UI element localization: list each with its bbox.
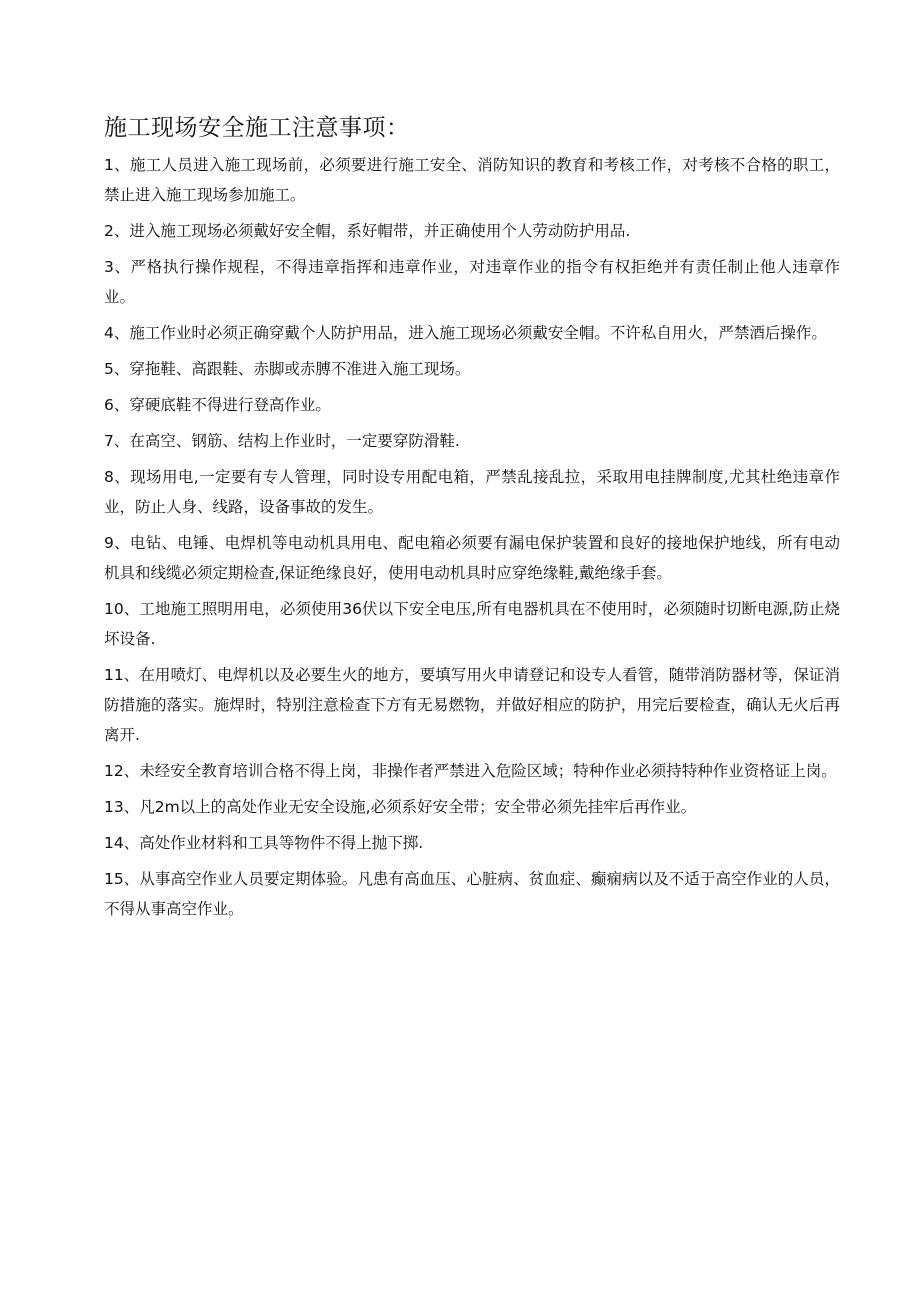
safety-item-15: 15、从事高空作业人员要定期体验。凡患有高血压、心脏病、贫血症、癫痫病以及不适于高空作业的人员，不得从事高空作业。 [104, 870, 840, 918]
safety-item-5: 5、穿拖鞋、高跟鞋、赤脚或赤膊不准进入施工现场。 [104, 360, 471, 378]
safety-item-13: 13、凡2m以上的高处作业无安全设施,必须系好安全带；安全带必须先挂牢后再作业。 [104, 798, 697, 816]
safety-item-list [104, 150, 840, 930]
safety-item-9: 9、电钻、电锤、电焊机等电动机具用电、配电箱必须要有漏电保护装置和良好的接地保护地线，所有电动机具和线缆必须定期检查,保证绝缘良好，使用电动机具时应穿绝缘鞋,戴绝缘手套。 [104, 534, 840, 582]
safety-item-6: 6、穿硬底鞋不得进行登高作业。 [104, 396, 331, 414]
safety-item-2: 2、进入施工现场必须戴好安全帽，系好帽带，并正确使用个人劳动防护用品. [104, 222, 631, 240]
safety-item-12: 12、未经安全教育培训合格不得上岗，非操作者严禁进入危险区域；特种作业必须持特种作业资格证上岗。 [104, 762, 837, 780]
safety-item-11: 11、在用喷灯、电焊机以及必要生火的地方，要填写用火申请登记和设专人看管，随带消防器材等，保证消防措施的落实。施焊时，特别注意检查下方有无易燃物，并做好相应的防护，用完后要检查，确认无火后再离开. [104, 666, 840, 744]
safety-item-4: 4、施工作业时必须正确穿戴个人防护用品，进入施工现场必须戴安全帽。不许私自用火，严禁酒后操作。 [104, 324, 827, 342]
safety-item-1: 1、施工人员进入施工现场前，必须要进行施工安全、消防知识的教育和考核工作，对考核不合格的职工，禁止进入施工现场参加施工。 [104, 156, 840, 204]
safety-item-7: 7、在高空、钢筋、结构上作业时，一定要穿防滑鞋. [104, 432, 460, 450]
document-title: 施工现场安全施工注意事项： [104, 115, 410, 141]
safety-item-10: 10、工地施工照明用电，必须使用36伏以下安全电压,所有电器机具在不使用时，必须随时切断电源,防止烧坏设备. [104, 600, 840, 648]
safety-item-14: 14、高处作业材料和工具等物件不得上抛下掷. [104, 834, 424, 852]
safety-item-3: 3、严格执行操作规程，不得违章指挥和违章作业，对违章作业的指令有权拒绝并有责任制止他人违章作业。 [104, 258, 840, 306]
safety-item-8: 8、现场用电,一定要有专人管理，同时设专用配电箱，严禁乱接乱拉，采取用电挂牌制度,尤其杜绝违章作业，防止人身、线路，设备事故的发生。 [104, 468, 840, 516]
